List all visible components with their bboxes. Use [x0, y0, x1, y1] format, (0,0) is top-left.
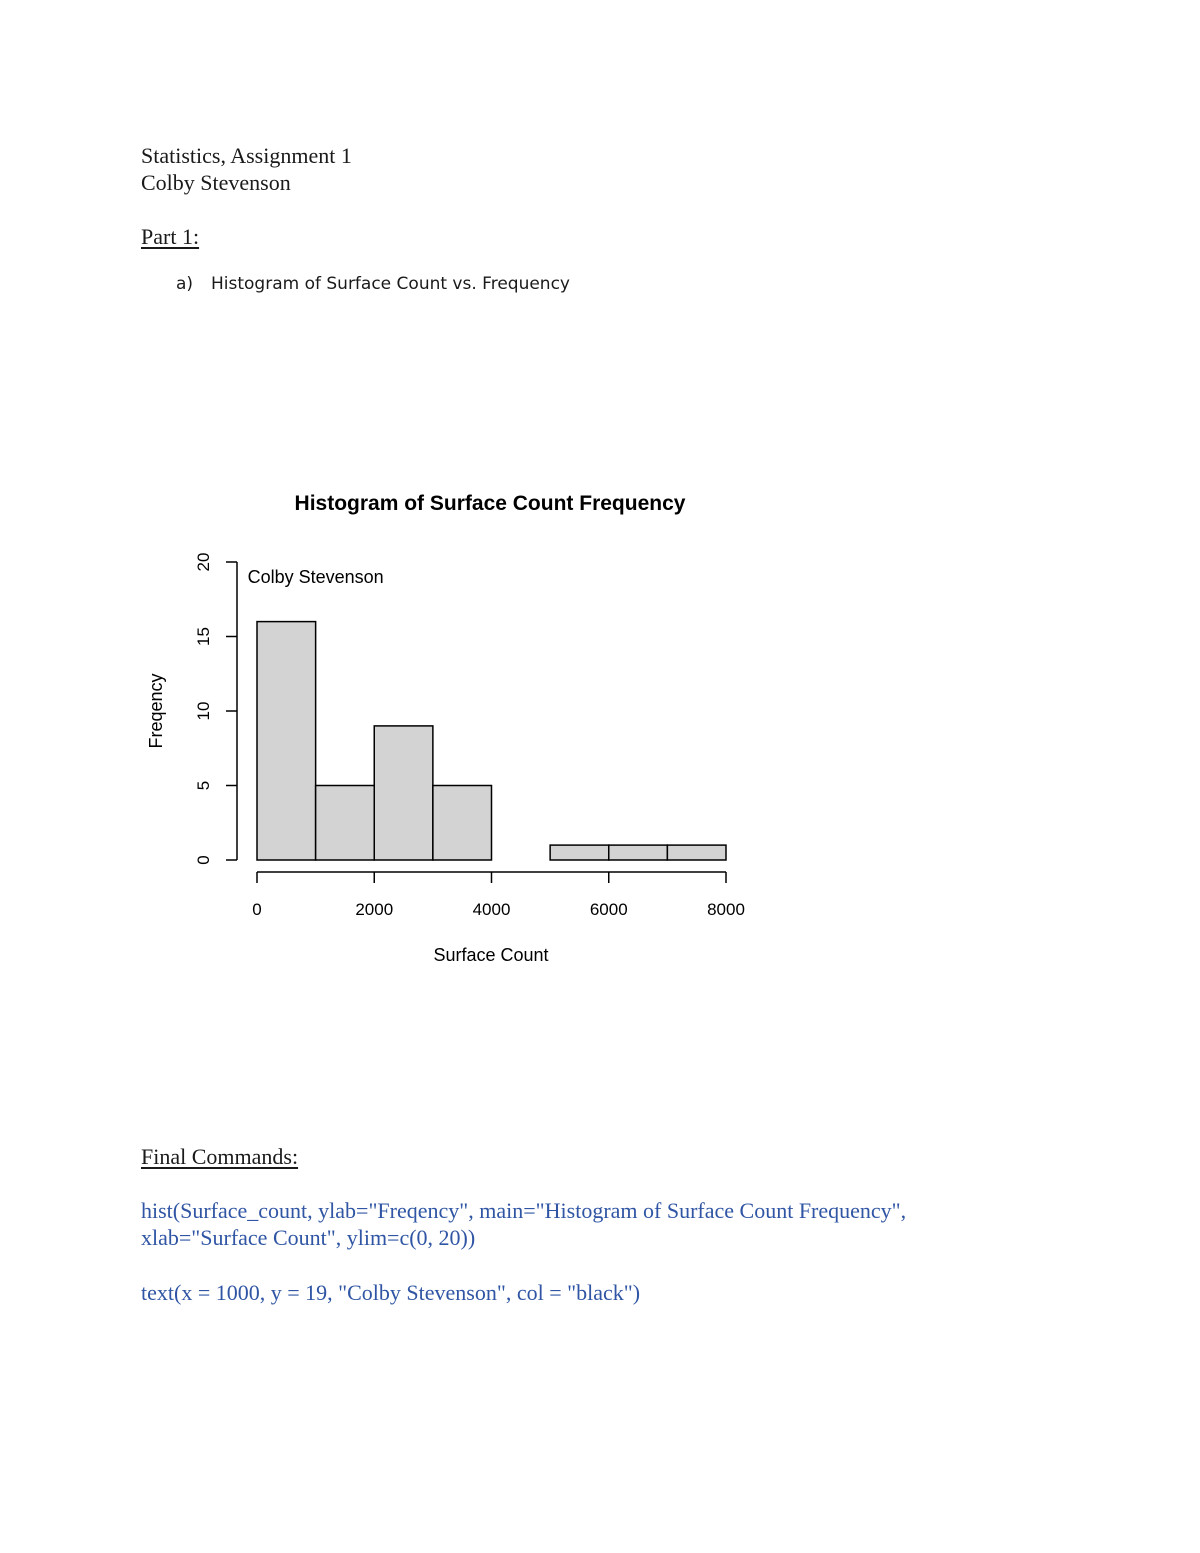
- y-axis: [194, 553, 237, 865]
- x-tick-label: 0: [252, 900, 262, 919]
- x-tick-label: 8000: [707, 900, 745, 919]
- author-name: Colby Stevenson: [141, 170, 291, 195]
- x-axis: [252, 872, 745, 919]
- y-tick-label: 5: [194, 780, 213, 791]
- code-line-hist: hist(Surface_count, ylab="Freqency", main="Histogram of Surface Count Frequency",: [141, 1198, 907, 1223]
- y-tick-label: 10: [194, 701, 213, 721]
- x-tick-label: 4000: [472, 900, 511, 919]
- histogram-chart: [130, 470, 790, 980]
- histogram-bar: [374, 726, 433, 860]
- x-tick-label: 6000: [589, 900, 628, 919]
- x-tick-label: 2000: [355, 900, 394, 919]
- y-axis-label: Freqency: [146, 673, 166, 749]
- y-tick-label: 0: [194, 855, 213, 865]
- list-item: [176, 274, 570, 294]
- code-line-hist-continued: xlab="Surface Count", ylim=c(0, 20)): [141, 1225, 476, 1250]
- chart-title: Histogram of Surface Count Frequency: [294, 492, 686, 515]
- chart-annotation: Colby Stevenson: [247, 566, 384, 587]
- histogram-bar: [257, 622, 316, 860]
- y-tick-label: 20: [194, 552, 213, 572]
- histogram-bar: [550, 845, 609, 860]
- document-title: Statistics, Assignment 1: [141, 143, 352, 168]
- list-marker: a): [176, 274, 194, 294]
- list-item-text: Histogram of Surface Count vs. Frequency: [211, 274, 570, 294]
- histogram-bar: [667, 845, 726, 860]
- y-tick-label: 15: [194, 627, 213, 646]
- part-heading: Part 1:: [141, 224, 200, 249]
- x-axis-label: Surface Count: [433, 945, 549, 965]
- histogram-bar: [433, 786, 492, 861]
- commands-heading: Final Commands:: [141, 1144, 299, 1169]
- histogram-bar: [609, 845, 668, 860]
- bars-group: [257, 622, 726, 860]
- code-line-text: text(x = 1000, y = 19, "Colby Stevenson", col = "black"): [141, 1280, 641, 1305]
- histogram-bar: [316, 786, 375, 861]
